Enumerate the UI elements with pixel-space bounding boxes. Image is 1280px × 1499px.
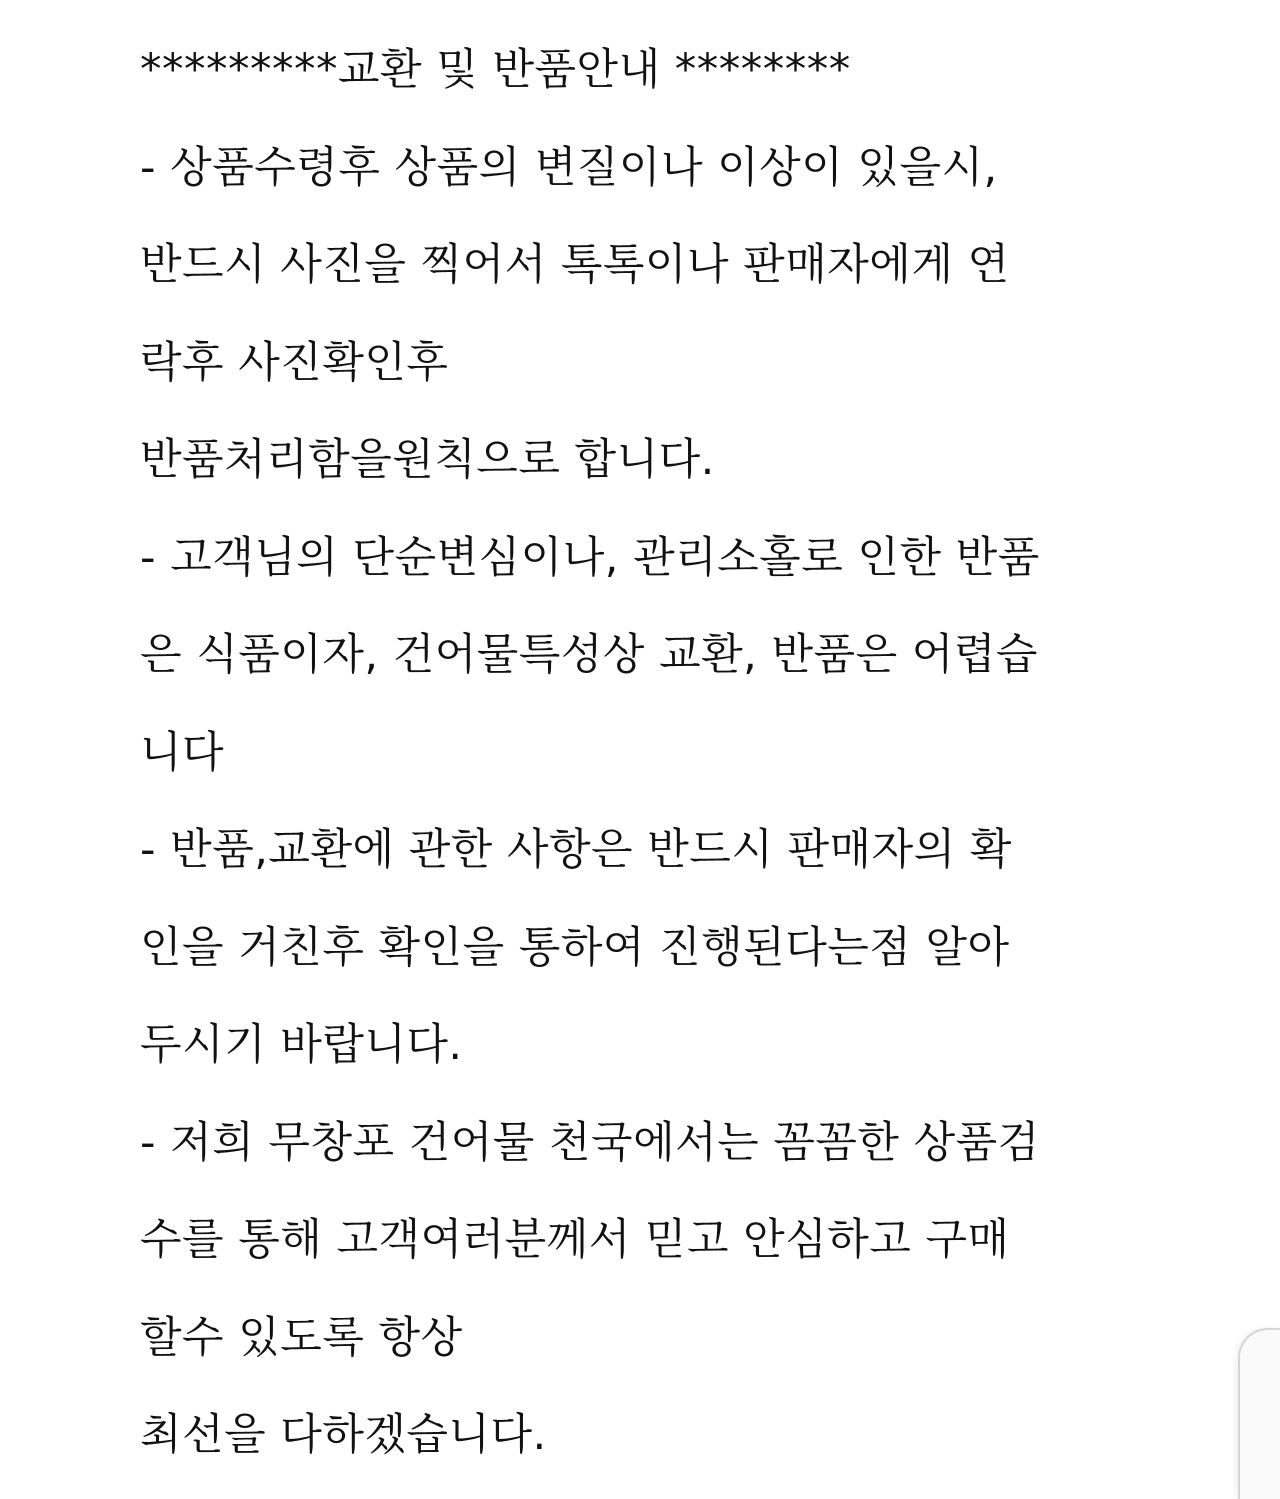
notice-line: 락후 사진확인후: [140, 337, 449, 388]
notice-line: 반품처리함을원칙으로 합니다.: [140, 435, 715, 485]
scroll-handle[interactable]: [1238, 1328, 1280, 1499]
notice-line: 인을 거친후 확인을 통하여 진행된다는점 알아: [140, 922, 1010, 973]
notice-line: 최선을 다하겠습니다.: [140, 1410, 547, 1460]
return-exchange-notice: [140, 22, 1240, 1485]
notice-title: *********교환 및 반품안내 ********: [140, 45, 851, 95]
notice-line: - 반품,교환에 관한 사항은 반드시 판매자의 확: [140, 825, 1012, 875]
notice-line: - 상품수령후 상품의 변질이나 이상이 있을시,: [140, 142, 998, 193]
notice-line: 수를 통해 고객여러분께서 믿고 안심하고 구매: [140, 1215, 1010, 1265]
notice-line: 반드시 사진을 찍어서 톡톡이나 판매자에게 연: [140, 240, 1010, 290]
notice-line: - 고객님의 단순변심이나, 관리소홀로 인한 반품: [140, 532, 1040, 583]
notice-line: 두시기 바랍니다.: [140, 1020, 463, 1070]
notice-line: 은 식품이자, 건어물특성상 교환, 반품은 어렵습: [140, 630, 1038, 680]
notice-line: 할수 있도록 항상: [140, 1312, 463, 1363]
notice-line: 니다: [140, 727, 225, 778]
notice-line: - 저희 무창포 건어물 천국에서는 꼼꼼한 상품검: [140, 1117, 1040, 1168]
